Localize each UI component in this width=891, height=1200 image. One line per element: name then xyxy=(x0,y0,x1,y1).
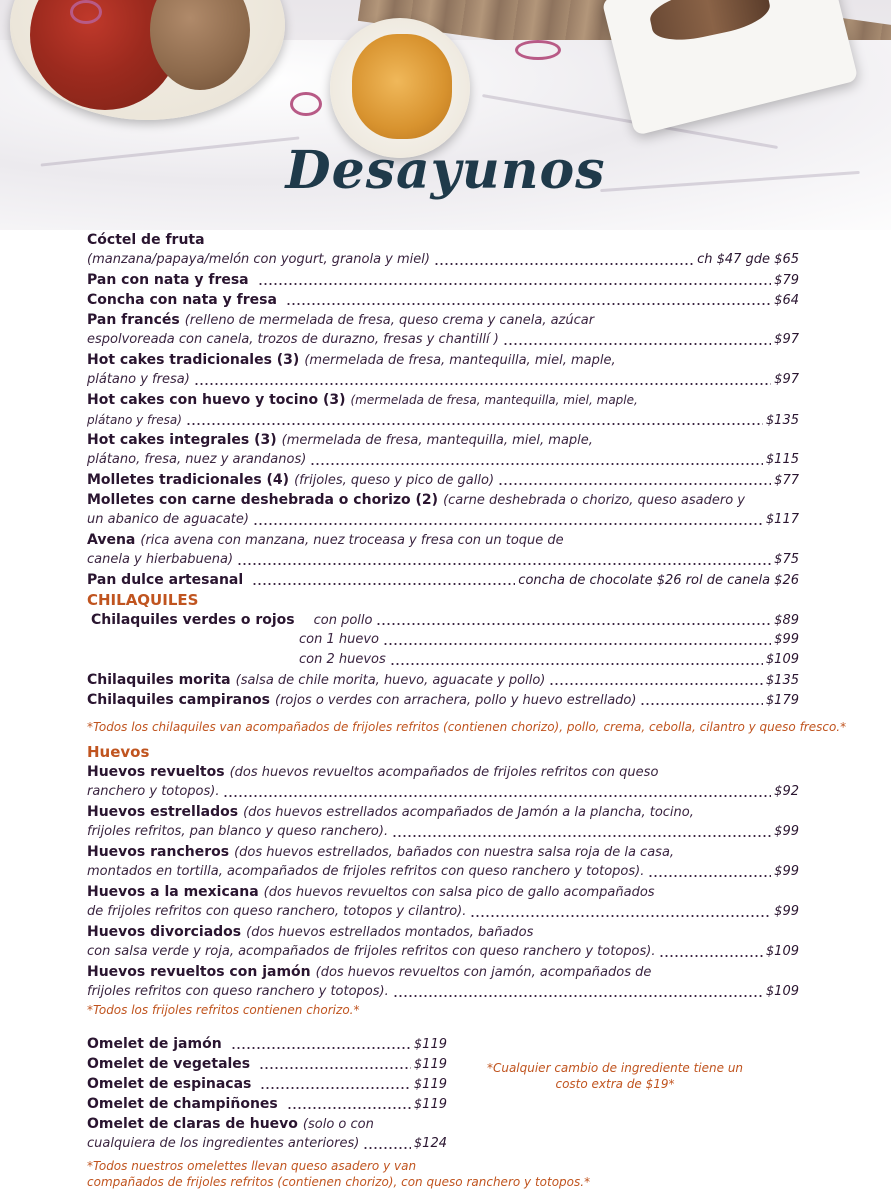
leader-dots xyxy=(237,563,771,565)
item-price: $99 xyxy=(774,632,799,647)
item-price: $77 xyxy=(774,473,799,488)
leader-dots xyxy=(223,795,771,797)
leader-dots xyxy=(258,283,772,285)
menu-line xyxy=(87,550,799,570)
chilaquiles-note: *Todos los chilaquiles van acompañados de frijoles refritos (contienen chorizo), pollo, crema, cebolla, cilantro y queso fresco.* xyxy=(87,720,847,734)
onion-ring xyxy=(70,0,102,24)
item-description: (dos huevos revueltos con salsa pico de gallo acompañados xyxy=(263,885,655,900)
item-name: Omelet de claras de huevo xyxy=(87,1116,298,1132)
item-description: plátano, fresa, nuez y arandanos) xyxy=(87,452,307,467)
item-description: plátano y fresa) xyxy=(87,372,190,387)
item-description: (manzana/papaya/melón con yogurt, granola y miel) xyxy=(87,252,430,267)
breakfast-menu xyxy=(87,230,847,1018)
leader-dots xyxy=(259,1067,411,1069)
section-huevos: Huevos xyxy=(87,743,150,761)
item-price: $109 xyxy=(765,944,799,959)
menu-line xyxy=(87,450,799,470)
item-price: $64 xyxy=(774,293,799,308)
menu-line xyxy=(87,1074,447,1094)
menu-line xyxy=(87,270,799,290)
item-price: $109 xyxy=(765,984,799,999)
leader-dots xyxy=(393,995,763,997)
item-name: Pan dulce artesanal xyxy=(87,572,244,588)
option-label: con 1 huevo xyxy=(299,632,379,647)
leader-dots xyxy=(383,643,771,645)
leader-dots xyxy=(231,1047,411,1049)
item-name: Chilaquiles verdes o rojos xyxy=(91,612,295,628)
item-name: Chilaquiles morita xyxy=(87,672,231,688)
item-description: cualquiera de los ingredientes anteriores) xyxy=(87,1136,360,1151)
item-description: (dos huevos estrellados, bañados con nuestra salsa roja de la casa, xyxy=(234,845,675,860)
option-label: con pollo xyxy=(313,613,373,628)
menu-line xyxy=(87,290,799,310)
menu-line xyxy=(87,882,799,902)
leader-dots xyxy=(498,483,771,485)
menu-line xyxy=(87,330,799,350)
menu-line xyxy=(87,1034,447,1054)
item-description: (dos huevos revueltos acompañados de frijoles refritos con queso xyxy=(229,765,659,780)
leader-dots xyxy=(434,263,694,265)
menu-line xyxy=(87,410,799,430)
item-description: (rica avena con manzana, nuez troceasa y fresa con un toque de xyxy=(140,533,564,548)
menu-line xyxy=(87,570,799,590)
leader-dots xyxy=(287,1107,411,1109)
section-chilaquiles: CHILAQUILES xyxy=(87,591,199,609)
item-description: ranchero y totopos). xyxy=(87,784,220,799)
menu-title: Desayunos xyxy=(285,140,606,201)
menu-line xyxy=(87,670,799,690)
menu-line xyxy=(87,530,799,550)
menu-line xyxy=(87,842,799,862)
item-name: Molletes con carne deshebrada o chorizo (2) xyxy=(87,492,439,508)
menu-line xyxy=(87,762,799,782)
leader-dots xyxy=(363,1147,411,1149)
menu-line xyxy=(87,510,799,530)
item-description: espolvoreada con canela, trozos de durazno, fresas y chantillí ) xyxy=(87,332,499,347)
leader-dots xyxy=(252,583,515,585)
menu-line xyxy=(87,250,799,270)
item-price: $115 xyxy=(765,452,799,467)
leader-dots xyxy=(310,463,763,465)
item-name: Huevos divorciados xyxy=(87,924,242,940)
item-name: Huevos revueltos xyxy=(87,764,225,780)
item-price: $119 xyxy=(413,1037,447,1052)
leader-dots xyxy=(194,383,771,385)
item-description: montados en tortilla, acompañados de frijoles refritos con queso ranchero y totopos). xyxy=(87,864,645,879)
item-description: canela y hierbabuena) xyxy=(87,552,234,567)
menu-line xyxy=(87,922,799,942)
item-name: Hot cakes integrales (3) xyxy=(87,432,277,448)
leader-dots xyxy=(549,683,763,685)
menu-line xyxy=(87,350,799,370)
item-name: Avena xyxy=(87,532,136,548)
item-description: (salsa de chile morita, huevo, aguacate y pollo) xyxy=(235,673,546,688)
item-description: frijoles refritos, pan blanco y queso ranchero). xyxy=(87,824,389,839)
leader-dots xyxy=(470,915,771,917)
menu-line xyxy=(87,1094,447,1114)
item-price: $135 xyxy=(765,413,799,428)
item-name: Omelet de vegetales xyxy=(87,1056,251,1072)
item-price: $109 xyxy=(765,652,799,667)
item-description: con salsa verde y roja, acompañados de frijoles refritos con queso ranchero y totopos). xyxy=(87,944,656,959)
item-description: (frijoles, queso y pico de gallo) xyxy=(294,473,495,488)
item-description: (mermelada de fresa, mantequilla, miel, maple, xyxy=(281,433,593,448)
menu-line xyxy=(87,942,799,962)
onion-ring xyxy=(290,92,322,116)
item-price: $75 xyxy=(774,552,799,567)
item-description: un abanico de aguacate) xyxy=(87,512,249,527)
menu-line xyxy=(87,962,799,982)
item-description: (mermelada de fresa, mantequilla, miel, maple, xyxy=(304,353,616,368)
item-price: $79 xyxy=(774,273,799,288)
leader-dots xyxy=(260,1087,411,1089)
menu-line xyxy=(87,1114,447,1134)
menu-line xyxy=(87,390,799,410)
menu-line xyxy=(87,470,799,490)
item-name: Hot cakes tradicionales (3) xyxy=(87,352,300,368)
menu-line xyxy=(87,230,799,250)
footer-note-line: compañados de frijoles refritos (contienen chorizo), con queso ranchero y totopos.* xyxy=(87,1175,591,1189)
item-description: frijoles refritos con queso ranchero y totopos). xyxy=(87,984,389,999)
menu-line xyxy=(87,782,799,802)
item-description: (dos huevos estrellados montados, bañados xyxy=(246,925,534,940)
menu-line xyxy=(87,370,799,390)
item-price: $117 xyxy=(765,512,799,527)
item-price: $99 xyxy=(774,864,799,879)
totopos-chips xyxy=(352,34,452,139)
item-name: Omelet de espinacas xyxy=(87,1076,252,1092)
menu-line xyxy=(87,490,799,510)
leader-dots xyxy=(503,343,771,345)
item-price: $99 xyxy=(774,904,799,919)
item-price: $97 xyxy=(774,372,799,387)
option-label: con 2 huevos xyxy=(299,652,386,667)
item-name: Huevos rancheros xyxy=(87,844,230,860)
leader-dots xyxy=(376,623,771,625)
item-name: Molletes tradicionales (4) xyxy=(87,472,290,488)
menu-line xyxy=(87,1054,447,1074)
menu-line xyxy=(87,430,799,450)
item-price: $89 xyxy=(774,613,799,628)
menu-line xyxy=(87,822,799,842)
item-description: (mermelada de fresa, mantequilla, miel, maple, xyxy=(350,393,638,407)
leader-dots xyxy=(392,835,771,837)
menu-line xyxy=(87,1134,447,1154)
chilaquiles-option-line xyxy=(87,610,799,630)
item-price: $97 xyxy=(774,332,799,347)
item-name: Hot cakes con huevo y tocino (3) xyxy=(87,392,346,408)
item-name: Huevos revueltos con jamón xyxy=(87,964,311,980)
item-price: $135 xyxy=(765,673,799,688)
item-name: Pan con nata y fresa xyxy=(87,272,249,288)
leader-dots xyxy=(648,875,771,877)
item-name: Omelet de jamón xyxy=(87,1036,222,1052)
item-price: $119 xyxy=(413,1057,447,1072)
chilaquiles-option-line xyxy=(87,650,799,670)
item-price: concha de chocolate $26 rol de canela $26 xyxy=(518,573,799,588)
menu-line xyxy=(87,690,799,710)
item-description: (relleno de mermelada de fresa, queso crema y canela, azúcar xyxy=(184,313,595,328)
omelet-footer-note xyxy=(87,1158,787,1190)
menu-line xyxy=(87,310,799,330)
leader-dots xyxy=(186,423,763,425)
item-description: plátano y fresa) xyxy=(87,413,182,427)
menu-line xyxy=(87,902,799,922)
item-price: $179 xyxy=(765,693,799,708)
footer-note-line: *Todos nuestros omelettes llevan queso asadero y van xyxy=(87,1159,417,1173)
item-description: (carne deshebrada o chorizo, queso asadero y xyxy=(443,493,746,508)
omelet-list xyxy=(87,1034,447,1154)
huevos-note: *Todos los frijoles refritos contienen chorizo.* xyxy=(87,1003,360,1017)
item-price: $99 xyxy=(774,824,799,839)
item-price: $119 xyxy=(413,1077,447,1092)
item-name: Huevos estrellados xyxy=(87,804,239,820)
ingredient-change-note: *Cualquier cambio de ingrediente tiene un costo extra de $19* xyxy=(486,1061,744,1091)
item-name: Omelet de champiñones xyxy=(87,1096,278,1112)
item-price: ch $47 gde $65 xyxy=(697,252,799,267)
item-price: $124 xyxy=(413,1136,447,1151)
item-description: (rojos o verdes con arrachera, pollo y huevo estrellado) xyxy=(275,693,637,708)
menu-line xyxy=(87,802,799,822)
menu-line xyxy=(87,862,799,882)
item-description: (dos huevos estrellados acompañados de Jamón a la plancha, tocino, xyxy=(243,805,694,820)
chilaquiles-option-line xyxy=(87,630,799,650)
leader-dots xyxy=(659,955,762,957)
leader-dots xyxy=(390,663,763,665)
item-description: (dos huevos revueltos con jamón, acompañados de xyxy=(315,965,652,980)
item-name: Cóctel de fruta xyxy=(87,232,205,248)
leader-dots xyxy=(286,303,771,305)
menu-line xyxy=(87,982,799,1002)
item-description: (solo o con xyxy=(302,1117,374,1132)
leader-dots xyxy=(640,703,762,705)
item-name: Huevos a la mexicana xyxy=(87,884,259,900)
leader-dots xyxy=(253,523,763,525)
item-name: Chilaquiles campiranos xyxy=(87,692,270,708)
item-name: Pan francés xyxy=(87,312,180,328)
item-name: Concha con nata y fresa xyxy=(87,292,277,308)
item-price: $92 xyxy=(774,784,799,799)
onion-ring xyxy=(515,40,561,60)
item-description: de frijoles refritos con queso ranchero, totopos y cilantro). xyxy=(87,904,467,919)
item-price: $119 xyxy=(413,1097,447,1112)
